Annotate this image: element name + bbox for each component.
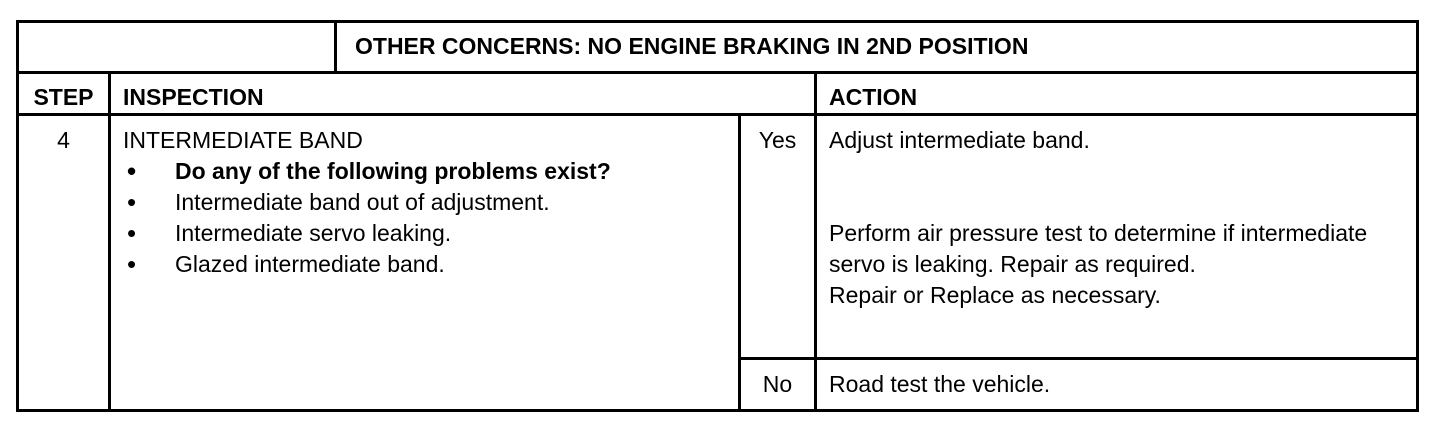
diagnostic-table	[16, 20, 1419, 412]
inspection-bullet: • Intermediate servo leaking.	[123, 218, 738, 249]
table-title: OTHER CONCERNS: NO ENGINE BRAKING IN 2ND POSITION	[336, 22, 1418, 73]
step-number: 4	[18, 115, 110, 411]
no-action: Road test the vehicle.	[816, 359, 1418, 411]
inspection-bullet: • Glazed intermediate band.	[123, 249, 738, 280]
yes-action-2: Perform air pressure test to determine if intermediate servo is leaking. Repair as required.	[829, 220, 1368, 277]
yes-action-3: Repair or Replace as necessary.	[829, 282, 1161, 308]
title-blank-cell	[18, 22, 336, 73]
header-inspection: INSPECTION	[110, 73, 816, 115]
inspection-question: • Do any of the following problems exist?	[123, 156, 738, 187]
header-step: STEP	[18, 73, 110, 115]
yes-action-1: Adjust intermediate band.	[829, 127, 1090, 153]
answer-no: No	[740, 359, 816, 411]
inspection-bullet: • Intermediate band out of adjustment.	[123, 187, 738, 218]
inspection-title: INTERMEDIATE BAND	[123, 127, 363, 153]
answer-yes: Yes	[740, 115, 816, 359]
inspection-list	[123, 156, 738, 280]
header-action: ACTION	[816, 73, 1418, 115]
inspection-cell	[110, 115, 740, 411]
yes-action-cell	[816, 115, 1418, 359]
